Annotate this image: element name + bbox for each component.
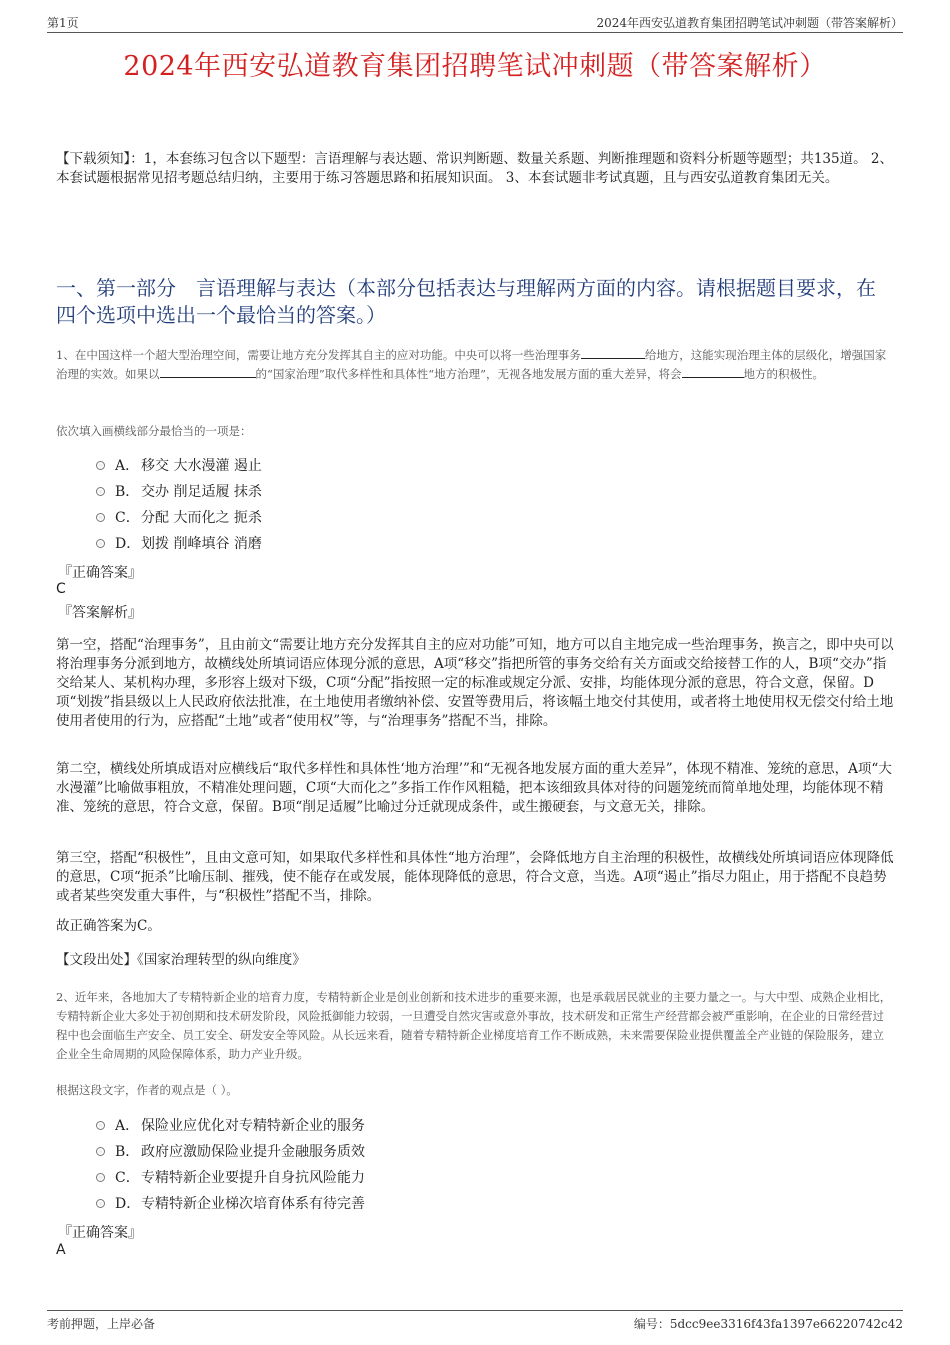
q2-prompt: 根据这段文字，作者的观点是（ ）。 <box>56 1083 238 1097</box>
option-letter: D． <box>115 536 141 552</box>
fill-blank <box>581 346 645 359</box>
radio-icon[interactable] <box>96 487 105 496</box>
option-text: 移交 大水漫灌 遏止 <box>141 458 262 474</box>
option-letter: A． <box>115 1118 140 1134</box>
q1-text-part4: 地方的积极性。 <box>743 367 825 381</box>
question-1-text <box>56 346 894 384</box>
radio-icon[interactable] <box>96 461 105 470</box>
radio-icon[interactable] <box>96 1147 105 1156</box>
q2-option-a[interactable] <box>96 1112 365 1138</box>
option-letter: A． <box>115 458 140 474</box>
fill-blank <box>682 365 744 378</box>
footer-doc-id: 编号：5dcc9ee3316f43fa1397e66220742c42 <box>633 1317 903 1331</box>
fill-blank <box>160 365 256 378</box>
q1-analysis-paragraph: 第一空，搭配“治理事务”，且由前文“需要让地方充分发挥其自主的应对功能”可知，地方可以自主地完成一些治理事务，换言之，即中央可以将治理事务分派到地方，故横线处所填词语应体现分派的意思，A项“移交”指把所管的事务交给有关方面或交给接替工作的人，B项“交办”指交给某人、某机构办理，多形容上级对下级，C项“分配”指按照一定的标准或规定分派、安排，均能体现分派的意思，符合文意，保留。D项“划拨”指县级以上人民政府依法批准，在土地使用者缴纳补偿、安置等费用后，将该幅土地交付其使用，或者将土地使用权无偿交付给土地使用者使用的行为，应搭配“土地”或者“使用权”等，与“治理事务”搭配不当，排除。 <box>56 637 894 729</box>
option-text: 划拨 削峰填谷 消磨 <box>141 536 262 552</box>
q1-analysis-paragraph: 第二空，横线处所填成语对应横线后“取代多样性和具体性‘地方治理’”和“无视各地发展方面的重大差异”，体现不精准、笼统的意思，A项“大水漫灌”比喻做事粗放，不精准处理问题，C项“大而化之”多指工作作风粗糙，把本该细致具体对待的问题笼统而简单地处理，均能体现不精准、笼统的意思，符合文意，保留。B项“削足适履”比喻过分迁就现成条件，或生搬硬套，与文意无关，排除。 <box>56 761 892 815</box>
q1-prompt: 依次填入画横线部分最恰当的一项是： <box>56 424 252 438</box>
option-text: 保险业应优化对专精特新企业的服务 <box>141 1118 365 1134</box>
option-letter: C． <box>115 510 140 526</box>
q1-text-part3: 的“国家治理”取代多样性和具体性“地方治理”，无视各地发展方面的重大差异，将会 <box>255 367 682 381</box>
q1-source: 【文段出处】《国家治理转型的纵向维度》 <box>56 952 306 968</box>
q1-option-b[interactable] <box>96 478 262 504</box>
q1-analysis-paragraph: 第三空，搭配“积极性”，且由文意可知，如果取代多样性和具体性“地方治理”，会降低地方自主治理的积极性，故横线处所填词语应体现降低的意思，C项“扼杀”比喻压制、摧残，使不能存在或发展，能体现降低的意思，符合文意，当选。A项“遏止”指尽力阻止，用于搭配不良趋势或者某些突发重大事件，与“积极性”搭配不当，排除。 <box>56 850 894 904</box>
option-text: 政府应激励保险业提升金融服务质效 <box>141 1144 365 1160</box>
radio-icon[interactable] <box>96 539 105 548</box>
option-text: 交办 削足适履 抹杀 <box>141 484 262 500</box>
page-number: 第1页 <box>47 16 79 30</box>
download-notice: 【下载须知】：1，本套练习包含以下题型：言语理解与表达题、常识判断题、数量关系题、判断推理题和资料分析题等题型；共135道。 2、本套试题根据常见招考题总结归纳，主要用于练习答题思路和拓展知识面。 3、本套试题非考试真题，且与西安弘道教育集团无关。 <box>56 151 893 186</box>
radio-icon[interactable] <box>96 1173 105 1182</box>
q1-option-a[interactable] <box>96 452 262 478</box>
option-text: 分配 大而化之 扼杀 <box>141 510 262 526</box>
q1-text-part1: 1、在中国这样一个超大型治理空间，需要让地方充分发挥其自主的应对功能。中央可以将一些治理事务 <box>56 348 581 362</box>
option-text: 专精特新企业梯次培育体系有待完善 <box>141 1196 365 1212</box>
radio-icon[interactable] <box>96 1121 105 1130</box>
q1-answer: C <box>56 581 66 597</box>
q1-answer-label: 『正确答案』 <box>58 565 142 581</box>
page-header <box>47 12 903 33</box>
q2-answer-label: 『正确答案』 <box>58 1225 142 1241</box>
document-title: 2024年西安弘道教育集团招聘笔试冲刺题（带答案解析） <box>123 51 827 82</box>
header-doc-title: 2024年西安弘道教育集团招聘笔试冲刺题（带答案解析） <box>596 16 903 30</box>
q2-answer: A <box>56 1242 66 1258</box>
q1-analysis-label: 『答案解析』 <box>58 605 142 621</box>
footer-slogan: 考前押题，上岸必备 <box>47 1317 156 1331</box>
question-2-text: 2、近年来，各地加大了专精特新企业的培育力度，专精特新企业是创业创新和技术进步的重要来源，也是承载居民就业的主要力量之一。与大中型、成熟企业相比，专精特新企业大多处于初创期和技术研发阶段，风险抵御能力较弱，一旦遭受自然灾害或意外事故，技术研发和正常生产经营都会被严重影响，在企业的日常经营过程中也会面临生产安全、员工安全、研发安全等风险。从长远来看，随着专精特新企业梯度培育工作不断成熟，未来需要保险业提供覆盖全产业链的保险服务，建立企业全生命周期的风险保障体系，助力产业升级。 <box>56 990 892 1061</box>
q1-option-c[interactable] <box>96 504 262 530</box>
option-letter: B． <box>115 484 140 500</box>
q2-option-d[interactable] <box>96 1190 365 1216</box>
section-heading: 一、第一部分 言语理解与表达（本部分包括表达与理解两方面的内容。请根据题目要求，在四个选项中选出一个最恰当的答案。） <box>56 276 876 327</box>
q1-text-part2: 给地方，这能实现治理主体的层级化，增强国家治理的实效。如果以 <box>56 348 887 381</box>
q1-option-d[interactable] <box>96 530 262 556</box>
q2-option-c[interactable] <box>96 1164 365 1190</box>
radio-icon[interactable] <box>96 1199 105 1208</box>
q1-options <box>96 452 262 556</box>
option-letter: D． <box>115 1196 141 1212</box>
page-footer <box>47 1310 903 1331</box>
radio-icon[interactable] <box>96 513 105 522</box>
option-text: 专精特新企业要提升自身抗风险能力 <box>141 1170 365 1186</box>
q1-conclusion: 故正确答案为C。 <box>56 918 161 934</box>
q2-options <box>96 1112 365 1216</box>
option-letter: C． <box>115 1170 140 1186</box>
option-letter: B． <box>115 1144 140 1160</box>
q2-option-b[interactable] <box>96 1138 365 1164</box>
